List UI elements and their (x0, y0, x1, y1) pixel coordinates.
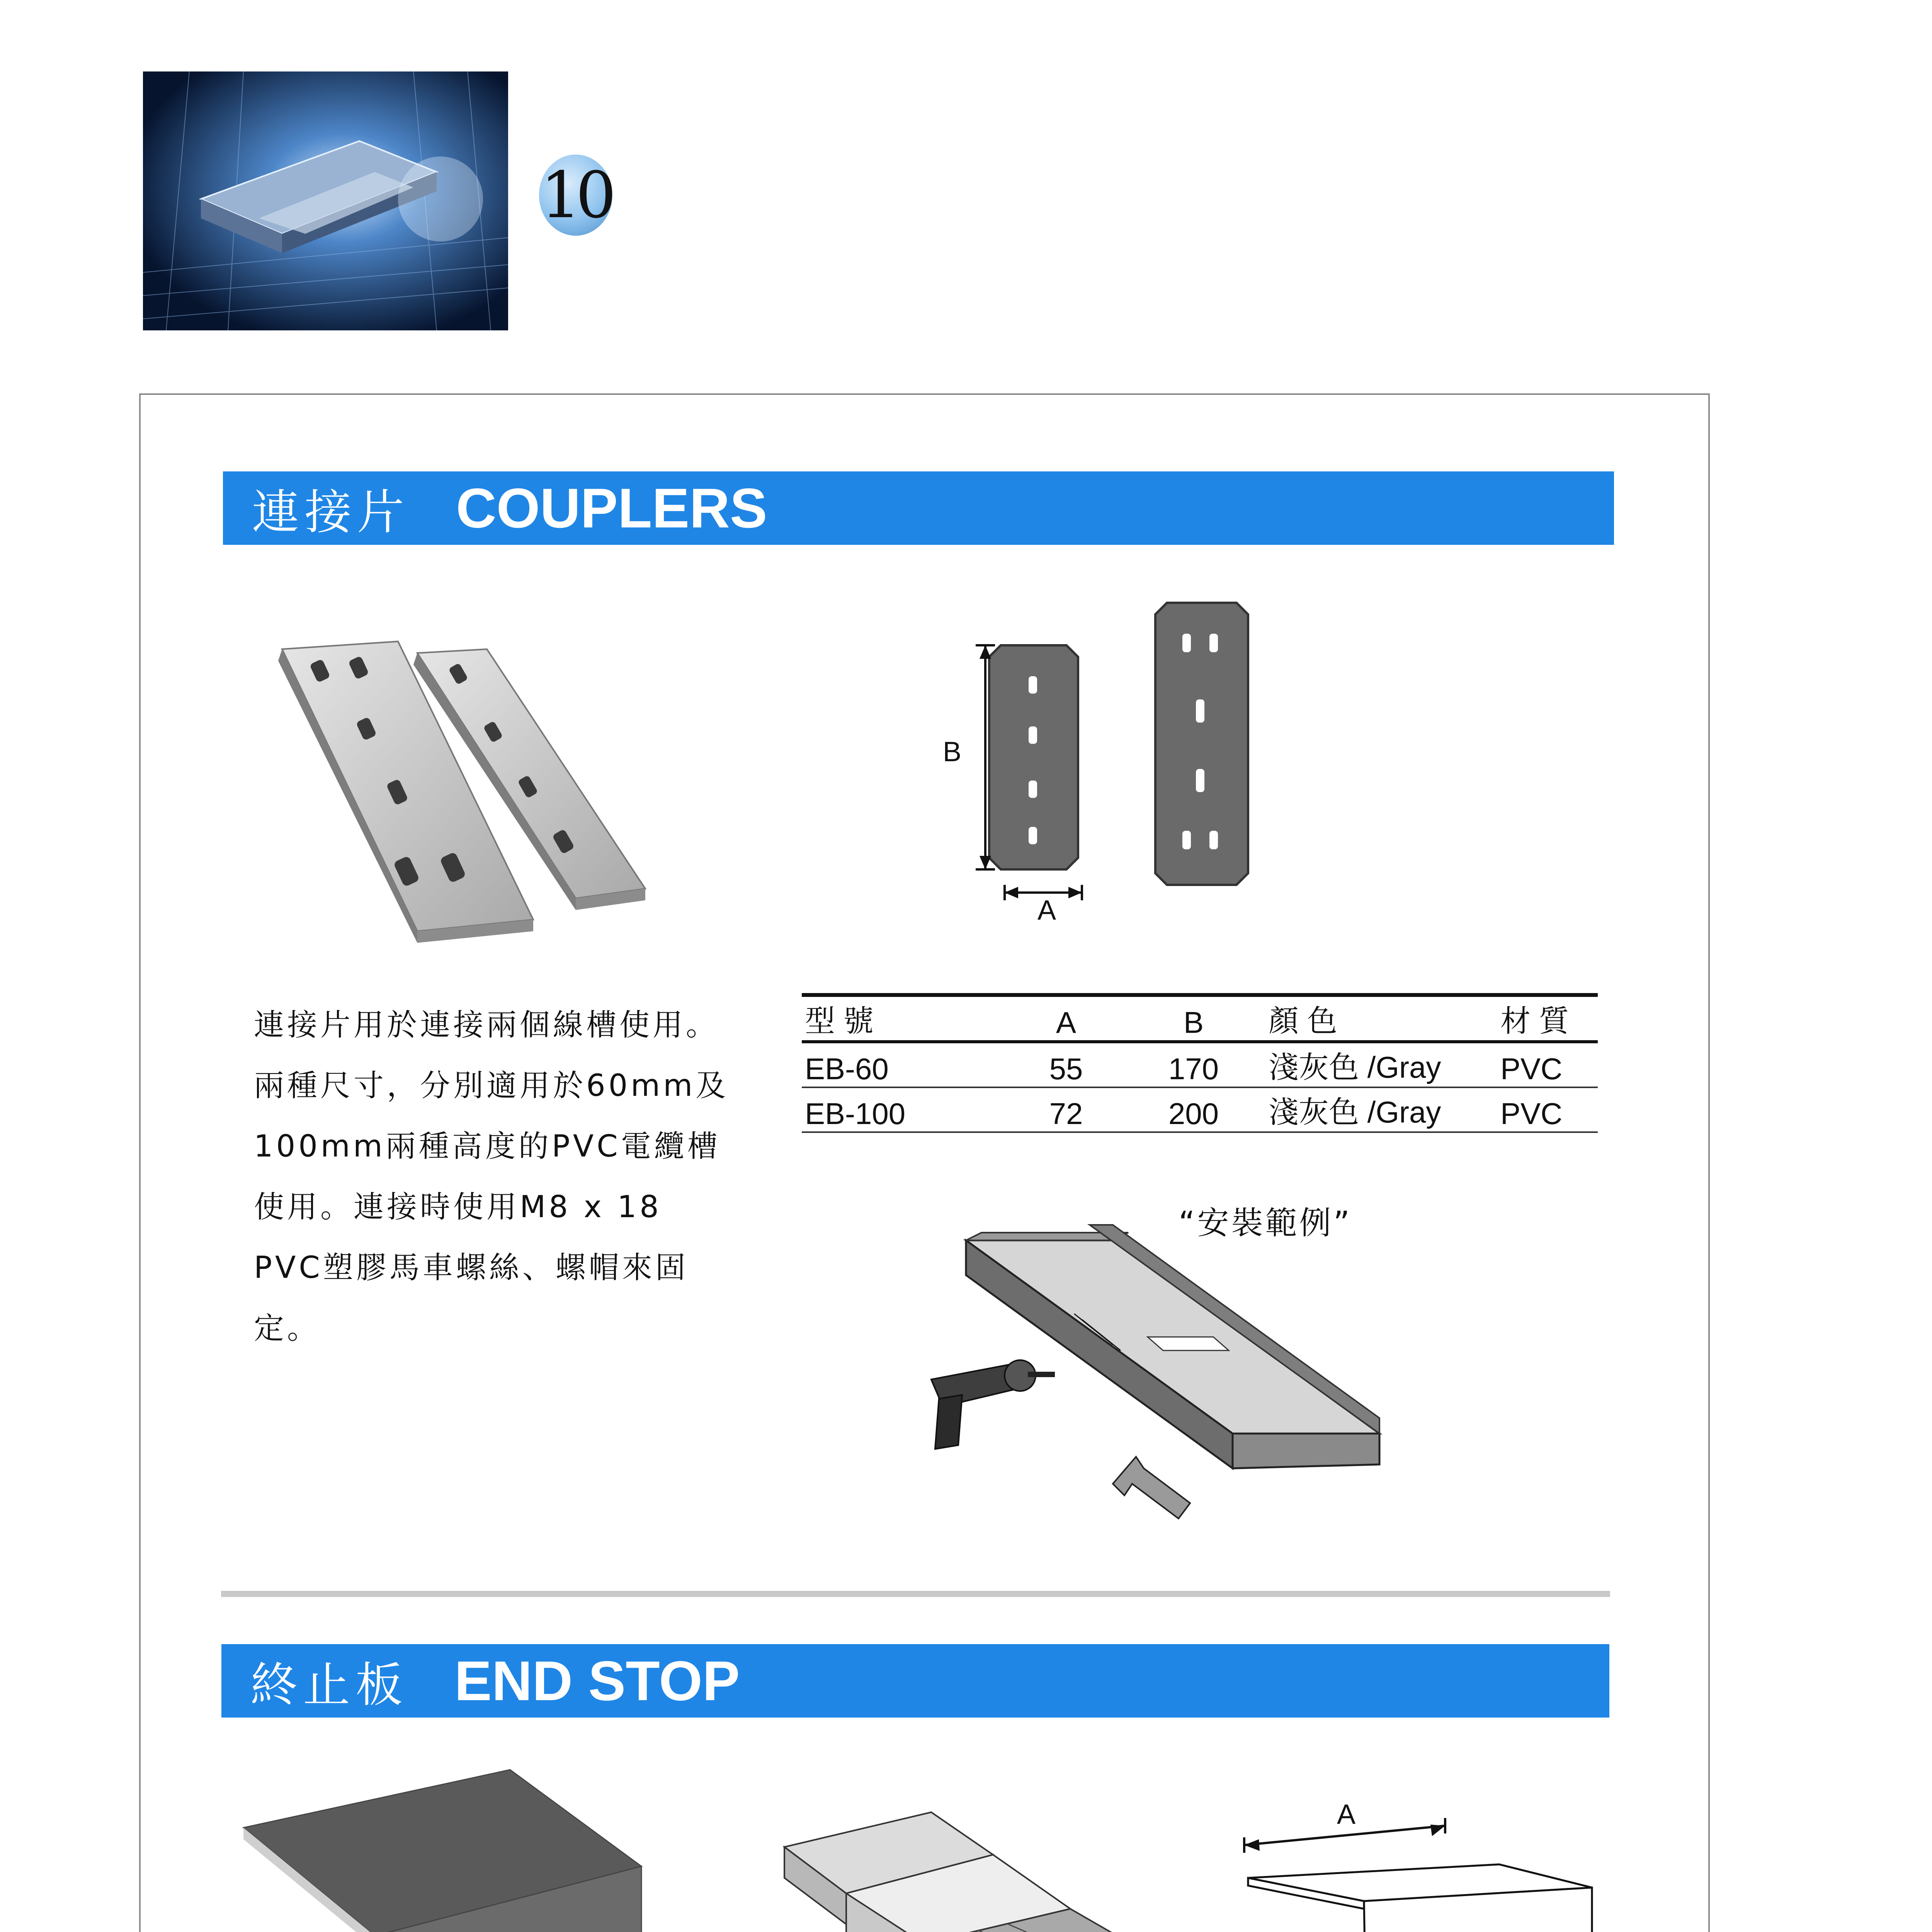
endstop-title-zh: 終止板 (250, 1657, 408, 1713)
header-a: A (1010, 995, 1119, 1042)
couplers-section-banner (223, 471, 1614, 545)
dimension-label-b: B (943, 736, 962, 767)
installation-example-caption: “安裝範例” (1179, 1205, 1352, 1242)
section-divider (221, 1591, 1610, 1597)
cell-material: PVC (1497, 1087, 1598, 1132)
cell-model: EB-60 (802, 1042, 1010, 1087)
cell-b: 170 (1119, 1042, 1265, 1087)
endstop-installation-illustration (777, 1797, 1182, 1932)
cell-color: 淺灰色 /Gray (1265, 1042, 1497, 1087)
cell-model: EB-100 (802, 1087, 1010, 1132)
table-row (802, 1042, 1598, 1087)
header-color: 顏 色 (1265, 995, 1497, 1042)
installation-example-illustration (896, 1217, 1399, 1534)
endstop-section-banner (221, 1644, 1609, 1718)
description-line: 使用。連接時使用M8 x 18 (254, 1190, 662, 1225)
header-material: 材 質 (1497, 995, 1598, 1042)
header-model: 型 號 (802, 995, 1010, 1042)
cell-a: 72 (1010, 1087, 1119, 1132)
table-row (802, 1087, 1598, 1132)
description-line: PVC塑膠馬車螺絲、螺帽來固 (254, 1250, 689, 1285)
page-number-badge: 10 (539, 155, 612, 236)
couplers-dimension-diagram (920, 587, 1283, 927)
endstop-title-en: END STOP (454, 1649, 740, 1712)
cell-a: 55 (1010, 1042, 1119, 1087)
couplers-title-zh: 連接片 (252, 485, 410, 540)
cell-b: 200 (1119, 1087, 1265, 1132)
couplers-spec-table (802, 993, 1598, 1133)
endstop-dimension-diagram (1236, 1801, 1604, 1932)
couplers-title-en: COUPLERS (456, 476, 767, 539)
table-header-row (802, 995, 1598, 1042)
description-line: 定。 (254, 1311, 321, 1346)
header-cable-tray-photo (143, 71, 508, 330)
cell-color: 淺灰色 /Gray (1265, 1087, 1497, 1132)
description-line: 100mm兩種高度的PVC電纜槽 (254, 1129, 721, 1164)
couplers-description (254, 995, 833, 1359)
endstop-product-photo (240, 1766, 657, 1932)
header-b: B (1119, 995, 1265, 1042)
dimension-label-a: A (1037, 895, 1056, 926)
couplers-product-photo (270, 634, 680, 981)
description-line: 兩種尺寸，分別適用於60mm及 (254, 1068, 729, 1103)
cell-material: PVC (1497, 1042, 1598, 1087)
description-line: 連接片用於連接兩個線槽使用。 (254, 1008, 719, 1043)
dimension-label-a: A (1337, 1799, 1356, 1830)
